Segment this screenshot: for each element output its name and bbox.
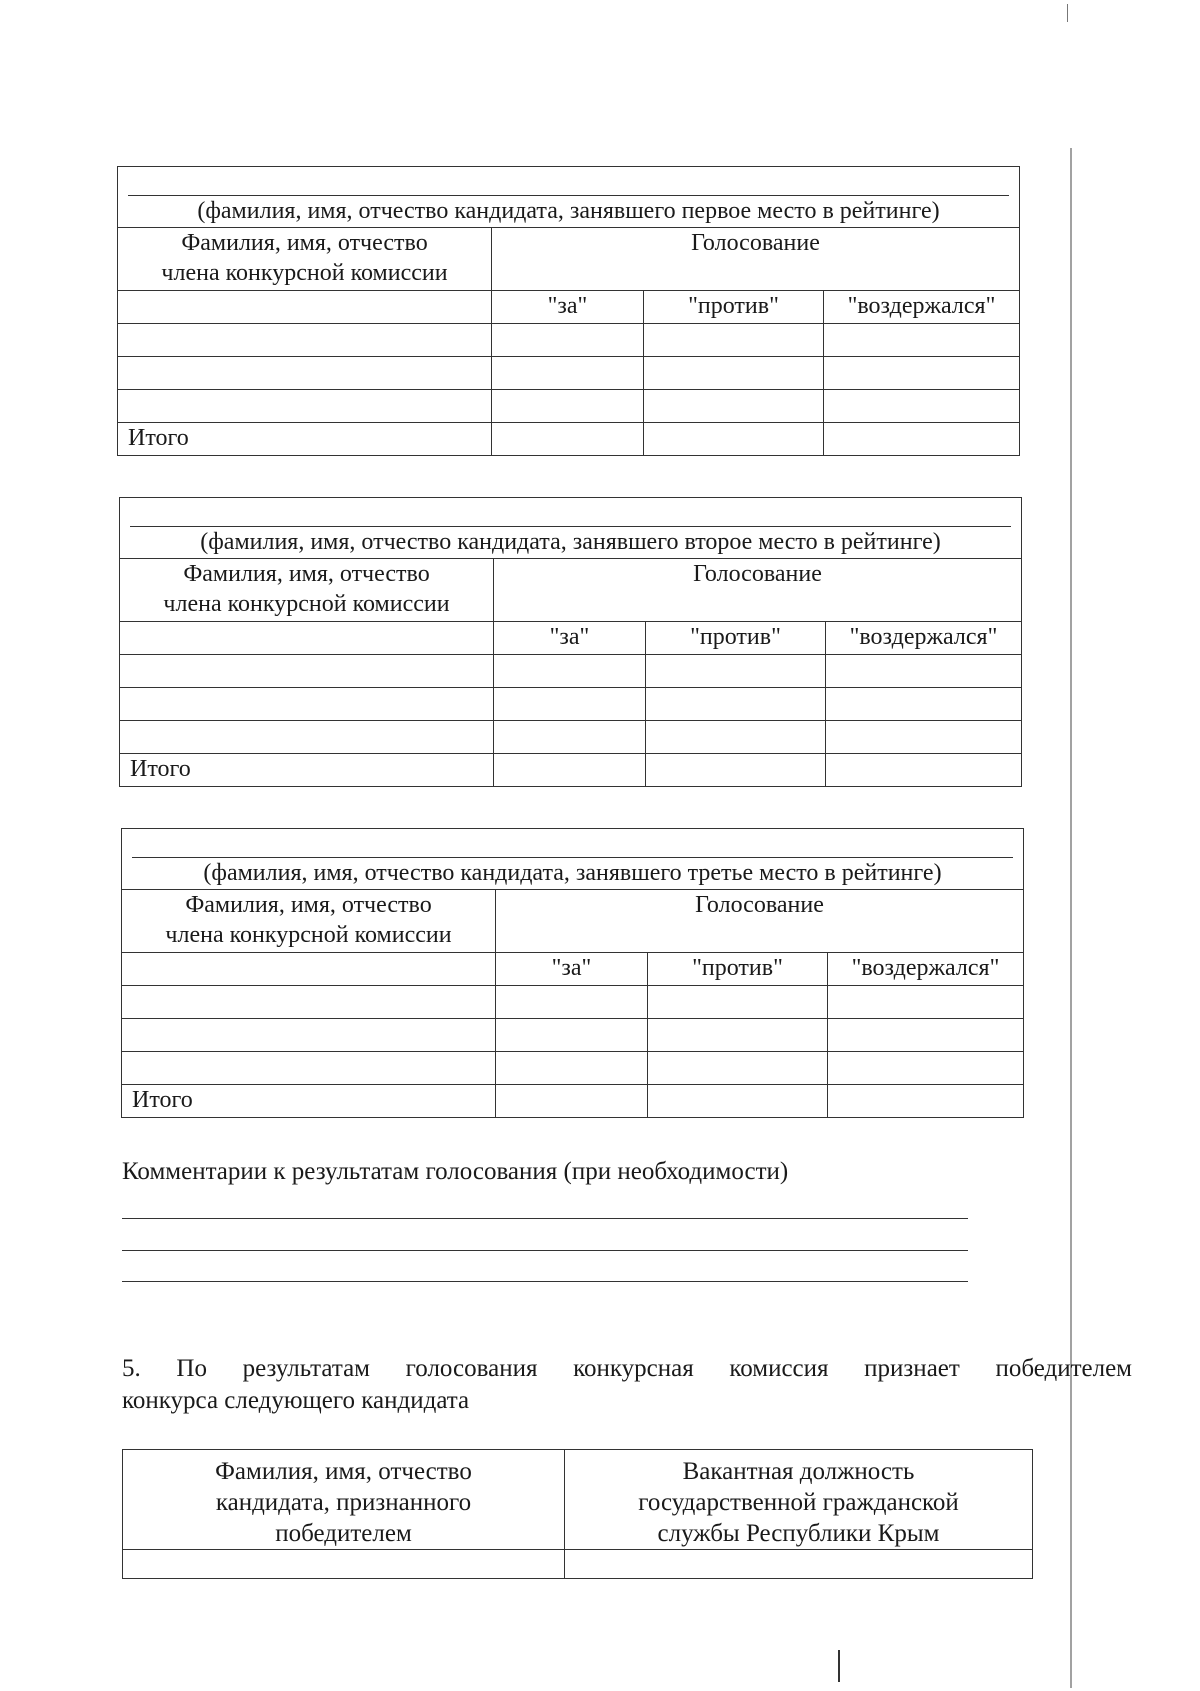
- scan-artifact-bottom: [838, 1650, 840, 1682]
- col-for-header: "за": [492, 291, 644, 324]
- vote-cell[interactable]: [826, 655, 1022, 688]
- winner-table: [122, 1449, 1033, 1579]
- vote-cell[interactable]: [828, 1019, 1024, 1052]
- vote-cell[interactable]: [494, 688, 646, 721]
- comments-label: Комментарии к результатам голосования (при необходимости): [122, 1158, 789, 1185]
- table-row: [120, 655, 1022, 688]
- vote-cell[interactable]: [492, 423, 644, 456]
- col-abstained-header: "воздержался": [826, 622, 1022, 655]
- col-against-header: "против": [648, 953, 828, 986]
- vote-cell[interactable]: [646, 655, 826, 688]
- member-cell[interactable]: [122, 953, 496, 986]
- vote-cell[interactable]: [496, 1085, 648, 1118]
- col-for-header: "за": [494, 622, 646, 655]
- table-row: [120, 721, 1022, 754]
- vote-cell[interactable]: [824, 390, 1020, 423]
- vote-table-third-place: [121, 828, 1024, 1118]
- vote-cell[interactable]: [648, 1085, 828, 1118]
- member-cell[interactable]: [120, 622, 494, 655]
- total-label: Итого: [130, 756, 191, 782]
- winner-paragraph-line2: конкурса следующего кандидата: [122, 1387, 470, 1414]
- member-cell[interactable]: [122, 1019, 496, 1052]
- vote-cell[interactable]: [496, 1052, 648, 1085]
- vote-cell[interactable]: [494, 721, 646, 754]
- table-row: [122, 986, 1024, 1019]
- candidate-name-blank-row: [118, 167, 1020, 196]
- vote-cell[interactable]: [494, 754, 646, 787]
- total-row: [120, 754, 1022, 787]
- vote-cell[interactable]: [648, 1019, 828, 1052]
- comment-line[interactable]: [122, 1218, 968, 1219]
- vote-cell[interactable]: [646, 688, 826, 721]
- candidate-name-blank-row: [122, 829, 1024, 858]
- vote-cell[interactable]: [826, 688, 1022, 721]
- comment-line[interactable]: [122, 1250, 968, 1251]
- vote-cell[interactable]: [644, 324, 824, 357]
- table-row: [122, 1052, 1024, 1085]
- candidate-name-field[interactable]: [122, 829, 1024, 858]
- winner-name-header: Фамилия, имя, отчество кандидата, признанного победителем: [123, 1450, 565, 1550]
- candidate-name-field[interactable]: [118, 167, 1020, 196]
- vote-cell[interactable]: [494, 655, 646, 688]
- vote-cell[interactable]: [646, 754, 826, 787]
- member-cell[interactable]: [118, 357, 492, 390]
- total-label: Итого: [132, 1087, 193, 1113]
- vote-cell[interactable]: [644, 423, 824, 456]
- vote-cell[interactable]: [496, 986, 648, 1019]
- candidate-caption: (фамилия, имя, отчество кандидата, занявшего третье место в рейтинге): [132, 857, 1013, 888]
- member-header: Фамилия, имя, отчество члена конкурсной комиссии: [118, 228, 492, 291]
- candidate-name-field[interactable]: [120, 498, 1022, 527]
- table-row: [118, 324, 1020, 357]
- vote-cell[interactable]: [824, 324, 1020, 357]
- total-row: [122, 1085, 1024, 1118]
- table-row: [122, 1019, 1024, 1052]
- vote-cell[interactable]: [824, 357, 1020, 390]
- total-label: Итого: [128, 425, 189, 451]
- vote-cell[interactable]: [828, 1052, 1024, 1085]
- table-row: [120, 688, 1022, 721]
- vote-cell[interactable]: [826, 754, 1022, 787]
- voting-header: Голосование: [492, 228, 1020, 291]
- vacancy-header: Вакантная должность государственной гражданской службы Республики Крым: [565, 1450, 1033, 1550]
- vacancy-cell[interactable]: [565, 1550, 1033, 1579]
- scan-artifact-top: [1067, 4, 1068, 22]
- vote-cell[interactable]: [644, 357, 824, 390]
- candidate-caption: (фамилия, имя, отчество кандидата, занявшего первое место в рейтинге): [128, 195, 1009, 226]
- member-header: Фамилия, имя, отчество члена конкурсной комиссии: [120, 559, 494, 622]
- voting-header: Голосование: [496, 890, 1024, 953]
- scan-artifact-margin-line: [1070, 148, 1072, 1688]
- vote-cell[interactable]: [496, 1019, 648, 1052]
- vote-cell[interactable]: [644, 390, 824, 423]
- member-cell[interactable]: [118, 291, 492, 324]
- winner-paragraph: [122, 1353, 1132, 1417]
- col-abstained-header: "воздержался": [824, 291, 1020, 324]
- vote-cell[interactable]: [648, 986, 828, 1019]
- col-abstained-header: "воздержался": [828, 953, 1024, 986]
- vote-cell[interactable]: [826, 721, 1022, 754]
- vote-cell[interactable]: [492, 324, 644, 357]
- vote-cell[interactable]: [646, 721, 826, 754]
- member-cell[interactable]: [120, 721, 494, 754]
- member-cell[interactable]: [118, 390, 492, 423]
- member-cell[interactable]: [120, 655, 494, 688]
- comment-line[interactable]: [122, 1281, 968, 1282]
- table-row: [123, 1550, 1033, 1579]
- col-against-header: "против": [644, 291, 824, 324]
- member-cell[interactable]: [118, 324, 492, 357]
- winner-name-cell[interactable]: [123, 1550, 565, 1579]
- total-row: [118, 423, 1020, 456]
- col-against-header: "против": [646, 622, 826, 655]
- col-for-header: "за": [496, 953, 648, 986]
- vote-cell[interactable]: [828, 986, 1024, 1019]
- table-row: [118, 357, 1020, 390]
- vote-table-second-place: [119, 497, 1022, 787]
- candidate-caption: (фамилия, имя, отчество кандидата, занявшего второе место в рейтинге): [130, 526, 1011, 557]
- winner-paragraph-line1: 5. По результатам голосования конкурсная комиссия признает победителем: [122, 1355, 1132, 1382]
- member-cell[interactable]: [120, 688, 494, 721]
- vote-cell[interactable]: [828, 1085, 1024, 1118]
- member-cell[interactable]: [122, 1052, 496, 1085]
- vote-cell[interactable]: [824, 423, 1020, 456]
- vote-table-first-place: [117, 166, 1020, 456]
- vote-cell[interactable]: [492, 357, 644, 390]
- vote-cell[interactable]: [492, 390, 644, 423]
- voting-header: Голосование: [494, 559, 1022, 622]
- table-row: [118, 390, 1020, 423]
- vote-cell[interactable]: [648, 1052, 828, 1085]
- member-cell[interactable]: [122, 986, 496, 1019]
- member-header: Фамилия, имя, отчество члена конкурсной комиссии: [122, 890, 496, 953]
- candidate-name-blank-row: [120, 498, 1022, 527]
